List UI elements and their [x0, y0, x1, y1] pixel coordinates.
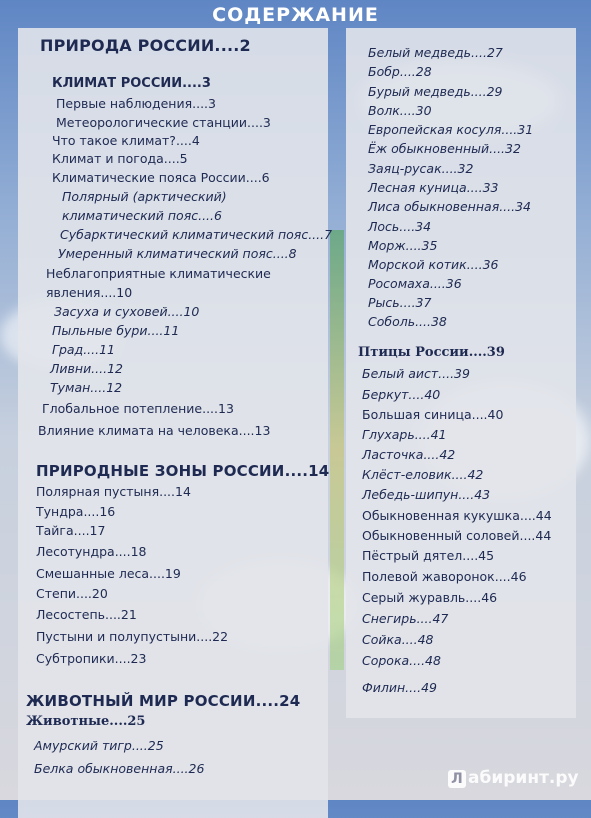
toc-item[interactable]: Европейская косуля....31 — [368, 122, 534, 137]
subsection-title: КЛИМАТ РОССИИ....3 — [52, 76, 211, 91]
page-title: СОДЕРЖАНИЕ — [212, 4, 379, 26]
toc-item[interactable]: Волк....30 — [368, 103, 432, 118]
toc-item[interactable]: Тайга....17 — [36, 523, 106, 538]
toc-item[interactable]: Лиса обыкновенная....34 — [368, 199, 532, 214]
toc-item[interactable]: Умеренный климатический пояс....8 — [58, 246, 297, 261]
toc-item[interactable]: Засуха и суховей....10 — [54, 304, 200, 319]
toc-item[interactable]: Пыльные бури....11 — [52, 323, 180, 338]
labirint-logo-icon: Л — [448, 770, 466, 788]
toc-item[interactable]: Тундра....16 — [36, 504, 116, 519]
toc-item[interactable]: Первые наблюдения....3 — [56, 96, 216, 111]
toc-item[interactable]: климатический пояс....6 — [62, 208, 222, 223]
toc-item[interactable]: Обыкновенный соловей....44 — [362, 528, 552, 543]
toc-item[interactable]: Соболь....38 — [368, 314, 447, 329]
toc-item[interactable]: Лось....34 — [368, 219, 432, 234]
toc-item[interactable]: Полевой жаворонок....46 — [362, 569, 527, 584]
watermark-text: абиринт.ру — [468, 768, 579, 788]
toc-item[interactable]: Лебедь-шипун....43 — [362, 487, 491, 502]
divider-decoration — [330, 230, 344, 670]
toc-item[interactable]: Субарктический климатический пояс....7 — [60, 227, 333, 242]
subsection-title: Животные....25 — [26, 714, 146, 729]
toc-item[interactable]: Климат и погода....5 — [52, 151, 188, 166]
toc-item[interactable]: Лесостепь....21 — [36, 607, 137, 622]
toc-item[interactable]: Климатические пояса России....6 — [52, 170, 270, 185]
toc-item[interactable]: Лесная куница....33 — [368, 180, 499, 195]
toc-item[interactable]: Серый журавль....46 — [362, 590, 498, 605]
toc-item[interactable]: Белый медведь....27 — [368, 45, 503, 60]
section-title: ПРИРОДА РОССИИ....2 — [40, 36, 251, 55]
toc-item[interactable]: явления....10 — [46, 285, 133, 300]
labirint-watermark — [448, 768, 579, 788]
toc-item[interactable]: Ливни....12 — [50, 361, 123, 376]
toc-item[interactable]: Морской котик....36 — [368, 257, 499, 272]
toc-item[interactable]: Амурский тигр....25 — [34, 738, 164, 753]
toc-item[interactable]: Глухарь....41 — [362, 427, 447, 442]
toc-item[interactable]: Заяц-русак....32 — [368, 161, 474, 176]
toc-item[interactable]: Белый аист....39 — [362, 366, 470, 381]
toc-item[interactable]: Влияние климата на человека....13 — [38, 423, 271, 438]
toc-item[interactable]: Росомаха....36 — [368, 276, 462, 291]
toc-item[interactable]: Клёст-еловик....42 — [362, 467, 484, 482]
subsection-title: Птицы России....39 — [358, 345, 505, 360]
toc-item[interactable]: Пустыни и полупустыни....22 — [36, 629, 229, 644]
toc-item[interactable]: Сорока....48 — [362, 653, 441, 668]
toc-item[interactable]: Полярный (арктический) — [62, 189, 227, 204]
toc-item[interactable]: Обыкновенная кукушка....44 — [362, 508, 552, 523]
toc-item[interactable]: Неблагоприятные климатические — [46, 266, 271, 281]
toc-item[interactable]: Филин....49 — [362, 680, 437, 695]
toc-item[interactable]: Ласточка....42 — [362, 447, 456, 462]
toc-item[interactable]: Субтропики....23 — [36, 651, 147, 666]
toc-item[interactable]: Смешанные леса....19 — [36, 566, 181, 581]
toc-item[interactable]: Бобр....28 — [368, 64, 432, 79]
toc-item[interactable]: Сойка....48 — [362, 632, 434, 647]
toc-item[interactable]: Глобальное потепление....13 — [42, 401, 234, 416]
toc-item[interactable]: Бурый медведь....29 — [368, 84, 503, 99]
toc-item[interactable]: Полярная пустыня....14 — [36, 484, 191, 499]
toc-item[interactable]: Ёж обыкновенный....32 — [368, 141, 521, 156]
toc-item[interactable]: Морж....35 — [368, 238, 438, 253]
toc-item[interactable]: Рысь....37 — [368, 295, 432, 310]
toc-item[interactable]: Снегирь....47 — [362, 611, 449, 626]
toc-item[interactable]: Беркут....40 — [362, 387, 441, 402]
toc-item[interactable]: Степи....20 — [36, 586, 108, 601]
toc-item[interactable]: Белка обыкновенная....26 — [34, 761, 205, 776]
toc-item[interactable]: Туман....12 — [50, 380, 123, 395]
section-title: ПРИРОДНЫЕ ЗОНЫ РОССИИ....14 — [36, 462, 330, 480]
section-title: ЖИВОТНЫЙ МИР РОССИИ....24 — [26, 692, 301, 710]
toc-item[interactable]: Град....11 — [52, 342, 116, 357]
toc-item[interactable]: Пёстрый дятел....45 — [362, 548, 495, 563]
toc-item[interactable]: Что такое климат?....4 — [52, 133, 200, 148]
toc-item[interactable]: Большая синица....40 — [362, 407, 504, 422]
toc-item[interactable]: Лесотундра....18 — [36, 544, 147, 559]
toc-item[interactable]: Метеорологические станции....3 — [56, 115, 271, 130]
